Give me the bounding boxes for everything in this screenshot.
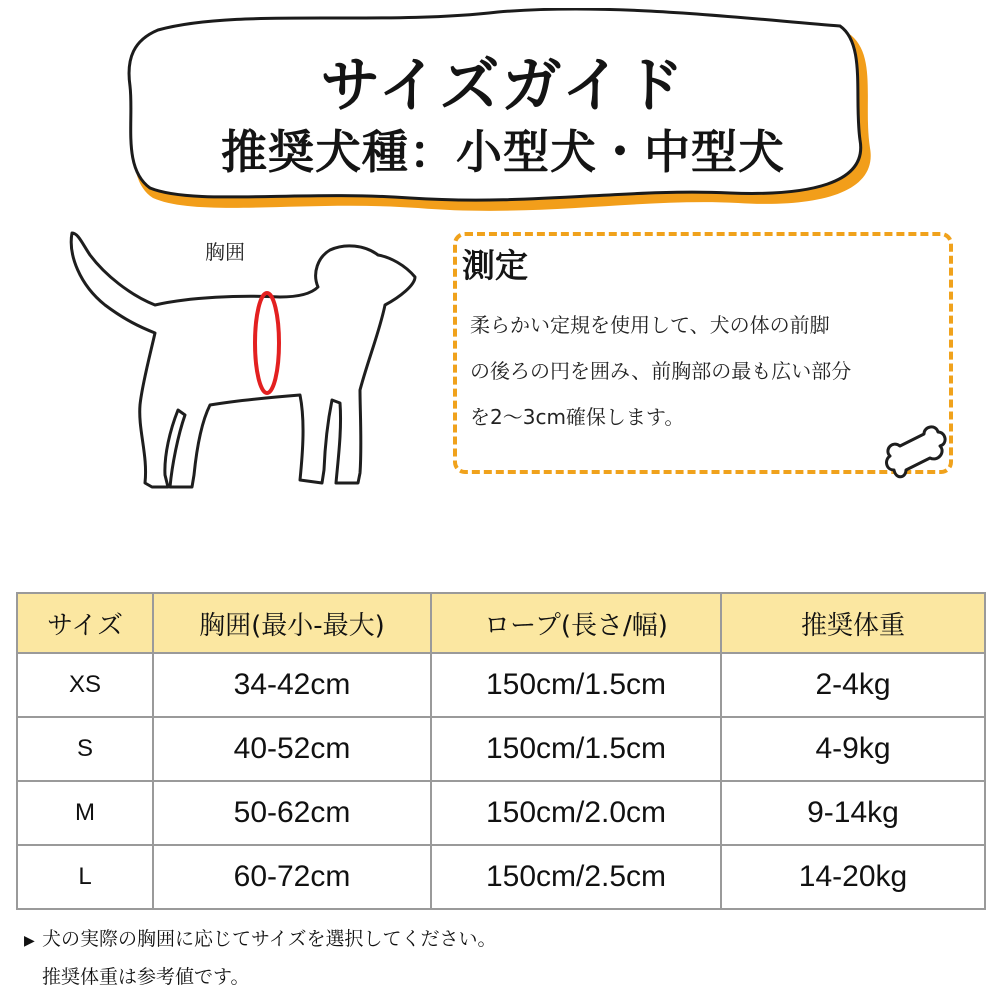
triangle-bullet-icon: ▶ — [24, 933, 35, 949]
weight-cell: 2-4kg — [721, 653, 985, 717]
bone-icon — [880, 420, 952, 496]
note-weight-reference: 推奨体重は参考値です。 — [42, 966, 250, 988]
size-cell: S — [17, 717, 153, 781]
size-table — [16, 592, 986, 910]
girth-cell: 40-52cm — [153, 717, 431, 781]
title-banner — [118, 8, 888, 223]
dog-diagram — [60, 225, 430, 505]
note-size-selection — [24, 924, 496, 951]
note-text: 犬の実際の胸囲に応じてサイズを選択してください。 — [42, 928, 497, 950]
rope-cell: 150cm/2.0cm — [431, 781, 721, 845]
weight-cell: 9-14kg — [721, 781, 985, 845]
dog-silhouette-icon — [60, 225, 430, 505]
table-header-row — [17, 593, 985, 653]
table-row — [17, 717, 985, 781]
rope-cell: 150cm/2.5cm — [431, 845, 721, 909]
girth-label: 胸囲 — [205, 240, 245, 264]
rope-cell: 150cm/1.5cm — [431, 653, 721, 717]
table-row — [17, 781, 985, 845]
header-size: サイズ — [17, 593, 153, 653]
measurement-title: 測定 — [462, 246, 528, 285]
size-cell: M — [17, 781, 153, 845]
girth-cell: 34-42cm — [153, 653, 431, 717]
table-row — [17, 845, 985, 909]
instruction-line: を2～3cm確保します。 — [470, 405, 685, 429]
instruction-line: 柔らかい定規を使用して、犬の体の前脚 — [470, 313, 830, 337]
page-title: サイズガイド — [320, 51, 686, 121]
weight-cell: 4-9kg — [721, 717, 985, 781]
recommended-breeds: 推奨犬種：小型犬・中型犬 — [221, 125, 785, 179]
size-cell: L — [17, 845, 153, 909]
girth-cell: 50-62cm — [153, 781, 431, 845]
girth-cell: 60-72cm — [153, 845, 431, 909]
header-rope: ロープ(長さ/幅) — [431, 593, 721, 653]
header-weight: 推奨体重 — [721, 593, 985, 653]
header-chest-girth: 胸囲(最小-最大) — [153, 593, 431, 653]
size-cell: XS — [17, 653, 153, 717]
measurement-instructions — [470, 302, 940, 440]
instruction-line: の後ろの円を囲み、前胸部の最も広い部分 — [470, 359, 852, 383]
table-row — [17, 653, 985, 717]
rope-cell: 150cm/1.5cm — [431, 717, 721, 781]
weight-cell: 14-20kg — [721, 845, 985, 909]
